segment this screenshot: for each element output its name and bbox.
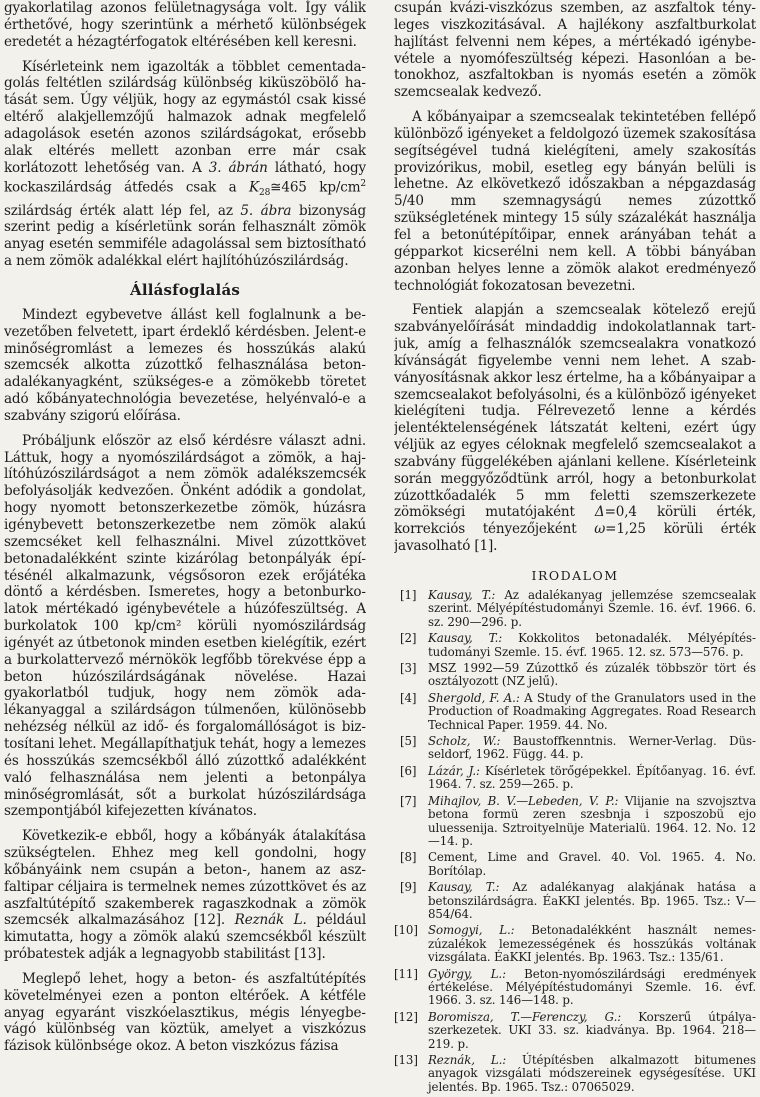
reference-text: Cement, Lime and Gravel. 40. Vol. 1965. 4. No. Borítólap.	[428, 850, 756, 878]
reference-number: [13]	[394, 1053, 418, 1067]
reference-number: [7]	[400, 793, 417, 808]
reference-number: [10]	[394, 923, 418, 938]
reference-text: Az adalékanyag alakjának hatása a betonszilárdságra. ÉaKKI jelentés. Bp. 1965. Tsz.: V—854/64.	[428, 880, 756, 921]
references-heading: IRODALOM	[531, 568, 619, 583]
reference-author: Lázár, J.:	[428, 763, 480, 778]
reference-text: Kokkolitos betonadalék. Mélyépítéstudományi Szemle. 15. évf. 1965. 12. sz. 573—576. p.	[428, 631, 756, 659]
reference-text: Vlijanie na szvojsztva betona formü zeren szesbnja i szposzobü ejo uluessenija. Sztroityelnüje Materialü. 1964. 12. No. 12—14. p.	[428, 793, 756, 848]
reference-number: [3]	[400, 661, 417, 676]
reference-text: Betonadalékként használt nemeszúzalékok lemezességének és hosszúkás voltának vizsgálata. ÉaKKI jelentés. Bp. 1963. Tsz.: 135/61.	[428, 923, 756, 965]
reference-author: Somogyi, L.:	[428, 923, 515, 938]
reference-item	[394, 589, 756, 629]
reference-author: Shergold, F. A.:	[428, 690, 520, 705]
reference-text: Kísérletek törőgépekkel. Építőanyag. 16. évf. 1964. 7. sz. 259—265. p.	[428, 763, 756, 792]
reference-author: Scholz, W.:	[428, 734, 501, 749]
paragraph: A kőbányaipar a szemcsealak tekintetében fellépő különböző igényeket a feldolgozó üzemek szakosítása segítségével tudná kielégíteni, amely szakosítás provizórikus, mobil, esetleg egy bányán belüli is lehetne. Az elkövetkező időszakban a népgazdaság 5/40 mm szemnagyságú nemes zúzottkő szükségletének mintegy 15 súly százalékát használja fel a betonútépítőipar, ennek arányában tehát a gépparkot kicserélni nem kell. A többi bányában azonban helyes lenne a zömök alakot eredményező technológiát fokozatosan bevezetni.	[394, 109, 756, 294]
paragraph: Próbáljunk először az első kérdésre választ adni. Láttuk, hogy a nyomószilárdságot a zömök, a hajlítóhúzószilárdságot a nem zömök adalékszemcsék befolyásolják kedvezően. Önként adódik a gondolat, hogy nyomott betonszerkezetbe zömök, húzásra igénybevett betonszerkezetbe nem zömök alakú szemcséket kell felhasználni. Mivel zúzottkövet betonadalékként szinte kizárólag betonpályák építésénél alkalmazunk, végsősoron ezek erőjátéka döntő a kérdésben. Ismeretes, hogy a betonburkolatok mértékadó igénybevétele a húzófeszültség. A burkolatok 100 kp/cm² körüli nyomószilárdság igényét az útbetonok minden esetben kielégítik, ezért a burkolattervező mérnökök legfőbb törekvése épp a beton húzószilárdságának növelése. Hazai gyakorlatból tudjuk, hogy nem zömök adalékanyaggal a szilárdságon túlmenően, különösebb nehézség nélkül az idő- és forgalomállóságot is biztosítani lehet. Megállapíthatjuk tehát, hogy a lemezes és hosszúkás szemcsékből álló zúzottkő adalékként való felhasználása nem jelenti a betonpálya minőségromlását, sőt a burkolat húzószilárdsága szempontjából kifejezetten kívánatos.	[4, 432, 366, 820]
reference-author: Boromisza, T.—Ferenczy, G.:	[428, 1009, 622, 1024]
reference-item	[394, 1054, 756, 1094]
reference-item	[394, 692, 756, 732]
reference-text: A Study of the Granulators used in the Production of Roadmaking Aggregates. Road Research Technical Paper. 1959. 44. No.	[428, 690, 756, 732]
paragraph: Következik-e ebből, hogy a kőbányák átalakítása szükségtelen. Ehhez meg kell gondolni, hogy kőbányáink nem csupán a beton-, hanem az aszfaltipar céljaira is termelnek nemes zúzottkövet és az aszfaltútépítő szakemberek ragaszkodnak a zömök szemcsék alkalmazásához [12]. Reznák L. például kimutatta, hogy a zömök alakú szemcsékből készült próbatestek adják a legnagyobb stabilitást [13].	[4, 828, 366, 963]
reference-number: [8]	[400, 850, 417, 865]
reference-item	[394, 765, 756, 792]
reference-number: [1]	[400, 588, 417, 602]
reference-text: MSZ 1992—59 Zúzottkő és zúzalék többször tört és osztályozott (NZ jelű).	[428, 661, 756, 689]
reference-item	[394, 968, 756, 1008]
reference-item	[394, 924, 756, 964]
figure-reference: 5. ábra	[240, 202, 292, 219]
reference-number: [2]	[400, 631, 417, 646]
right-column	[394, 0, 756, 1097]
reference-text: Beton-nyomószilárdsági eredmények értékelése. Mélyépítéstudományi Szemle. 16. évf. 1966. 3. sz. 146—148. p.	[428, 966, 756, 1008]
reference-author: Mihajlov, B. V.—Lebeden, V. P.:	[428, 793, 619, 808]
reference-item	[394, 1011, 756, 1051]
reference-author: Kausay, T.:	[428, 880, 500, 895]
reference-item	[394, 851, 756, 878]
reference-text: Baustoffkenntnis. Werner-Verlag. Düsseldorf, 1962. Függ. 44. p.	[428, 734, 756, 762]
paragraph: Meglepő lehet, hogy a beton- és aszfaltútépítés követelményei ezen a ponton eltérőek. A kétféle anyag egyaránt viszkóelasztikus, mégis lényegbevágó különbség van köztük, amelyet a viszkózus fázisok különbsége okoz. A beton viszkózus fázisa	[4, 970, 366, 1055]
reference-item	[394, 632, 756, 659]
reference-item	[394, 662, 756, 689]
reference-number: [6]	[400, 763, 417, 778]
reference-number: [11]	[394, 966, 418, 981]
paragraph: csupán kvázi-viszkózus szemben, az aszfaltok tényleges viszkozitásával. A hajlékony aszfaltburkolat hajlítást felvenni nem képes, a mértékadó igénybevétele a nyomófeszültség képezi. Hasonlóan a betonokhoz, aszfaltokban is nyomás esetén a zömök szemcsealak kedvező.	[394, 0, 756, 101]
author-name: Reznák L.	[234, 912, 307, 929]
reference-number: [4]	[400, 690, 417, 705]
left-column	[4, 0, 366, 1055]
figure-reference: 3. ábrán	[208, 159, 268, 176]
reference-author: György, L.:	[428, 966, 506, 981]
reference-item	[394, 881, 756, 921]
reference-author: Reznák, L.:	[428, 1053, 507, 1067]
reference-item	[394, 735, 756, 762]
reference-list	[394, 589, 756, 1094]
reference-author: Kausay, T.:	[428, 588, 496, 602]
reference-number: [5]	[400, 734, 417, 749]
reference-author: Kausay, T.:	[428, 631, 503, 646]
paragraph: Kísérleteink nem igazolták a többlet cementadagolás feltétlen szilárdság különbség kiküszöbölő hatását sem. Úgy véljük, hogy az egymástól csak kissé eltérő alakjellemzőjű halmazok adnak megfelelő adagolások esetén azonos szilárdságokat, erősebb alak eltérés mellett azonban erre már csak korlátozott lehetőség van. A 3. ábrán látható, hogy kockaszilárdság átfedés csak a $K_{28}≅465$ $kp/cm^2$ szilárdság érték alatt lép fel, az 5. ábra bizonyság szerint pedig a kísérletünk során felhasznált zömök anyag esetén semmiféle adagolással sem biztosítható a nem zömök adalékkal elért hajlítóhúzószilárdság.	[4, 58, 366, 270]
reference-text: Korszerű útpályaszerkezetek. UKI 33. sz. kiadványa. Bp. 1964. 218—219. p.	[428, 1009, 756, 1051]
paragraph: Fentiek alapján a szemcsealak kötelező erejű szabványelőírását mindaddig indokolatlannak tartjuk, amíg a felhasználók szemcsealakra vonatkozó kívánságát figyelembe venni nem lehet. A szabványosításnak akkor lesz értelme, ha a kőbányaipar a szemcsealakot befolyásolni, és a különböző igényeket kielégíteni tudja. Félrevezető lenne a kérdés jelentéktelenségének látszatát kelteni, ezért úgy véljük az egyes céloknak megfelelő szemcsealakot a szabvány függelékében ajánlani kellene. Kísérleteink során meggyőződtünk arról, hogy a betonburkolat zúzottkőadalék 5 mm feletti szemszerkezete zömökségi mutatójaként Δ=0,4 körüli érték, korrekciós tényezőjeként ω=1,25 körüli érték javasolható [1].	[394, 302, 756, 555]
reference-text: Az adalékanyag jellemzése szemcsealak szerint. Mélyépítéstudományi Szemle. 16. évf. 1966. 6. sz. 290—296. p.	[428, 588, 756, 629]
reference-number: [9]	[400, 880, 417, 895]
reference-number: [12]	[394, 1009, 418, 1024]
reference-item	[394, 795, 756, 849]
section-heading: Állásfoglalás	[129, 280, 241, 299]
paragraph: Mindezt egybevetve állást kell foglalnunk a bevezetőben felvetett, ipart érdeklő kérdésben. Jelent-e minőségromlást a lemezes és hosszúkás alakú szemcsék alkotta zúzottkő felhasználása betonadalékanyagként, szükséges-e a zömökebb töretet adó kőbányatechnológia bevezetése, helyénvaló-e a szabvány szigorú előírása.	[4, 306, 366, 424]
reference-text: Útépítésben alkalmazott bitumenes anyagok vizsgálati módszereinek egységesítése. UKI jelentés. Bp. 1965. Tsz.: 07065029.	[428, 1053, 756, 1094]
paragraph: gyakorlatilag azonos felületnagysága volt. Így válik érthetővé, hogy szerintünk a mérhető különbségek eredetét a hézagtérfogatok eltérésében kell keresni.	[4, 0, 366, 50]
